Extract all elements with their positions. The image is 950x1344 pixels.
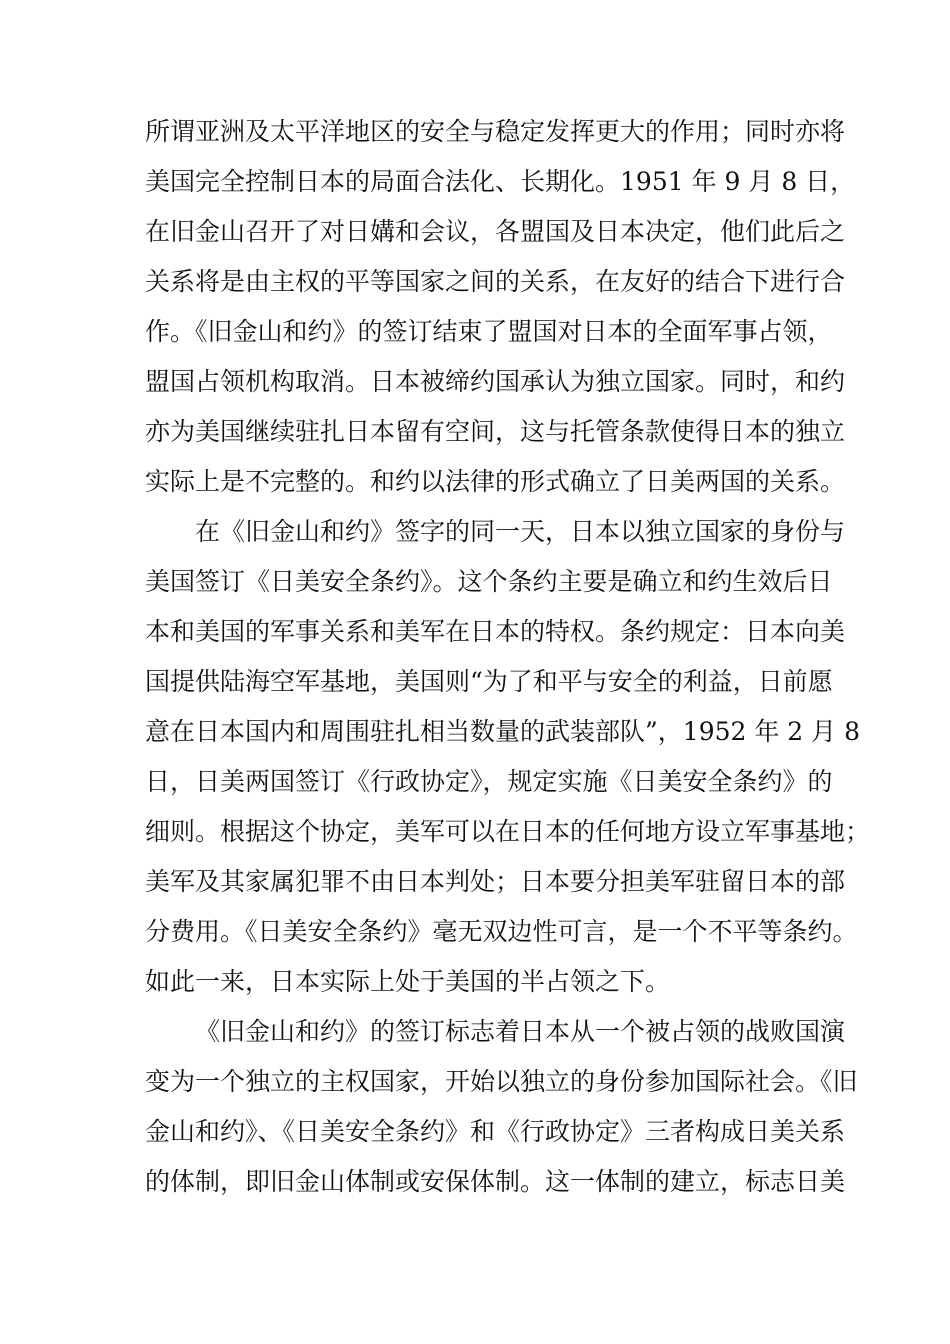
text-line: 所谓亚洲及太平洋地区的安全与稳定发挥更大的作用；同时亦将: [145, 117, 846, 146]
text-line: 细则。根据这个协定，美军可以在日本的任何地方设立军事基地；: [145, 817, 871, 846]
text-line: 关系将是由主权的平等国家之间的关系，在友好的结合下进行合: [145, 267, 846, 296]
text-line: 分费用。《日美安全条约》毫无双边性可言，是一个不平等条约。: [145, 917, 858, 946]
text-line: 在旧金山召开了对日媾和会议，各盟国及日本决定，他们此后之: [145, 217, 846, 246]
text-line: 金山和约》、《日美安全条约》和《行政协定》三者构成日美关系: [145, 1117, 846, 1146]
text-line: 作。《旧金山和约》的签订结束了盟国对日本的全面军事占领，: [145, 317, 833, 346]
text-line: 美国完全控制日本的局面合法化、长期化。1951 年 9 月 8 日，: [145, 167, 856, 196]
text-line: 国提供陆海空军基地，美国则“为了和平与安全的利益，日前愿: [145, 667, 833, 696]
text-line: 如此一来，日本实际上处于美国的半占领之下。: [145, 967, 671, 996]
text-line: 意在日本国内和周围驻扎相当数量的武装部队”，1952 年 2 月 8: [145, 717, 861, 746]
text-line: 变为一个独立的主权国家，开始以独立的身份参加国际社会。《旧: [145, 1067, 858, 1096]
text-line: 亦为美国继续驻扎日本留有空间，这与托管条款使得日本的独立: [145, 417, 846, 446]
paragraph-first-line: 在《旧金山和约》签字的同一天，日本以独立国家的身份与: [195, 517, 846, 546]
text-line: 美军及其家属犯罪不由日本判处；日本要分担美军驻留日本的部: [145, 867, 846, 896]
text-line: 盟国占领机构取消。日本被缔约国承认为独立国家。同时，和约: [145, 367, 846, 396]
text-line: 日，日美两国签订《行政协定》，规定实施《日美安全条约》的: [145, 767, 833, 796]
text-line: 本和美国的军事关系和美军在日本的特权。条约规定：日本向美: [145, 617, 846, 646]
text-line: 美国签订《日美安全条约》。这个条约主要是确立和约生效后日: [145, 567, 833, 596]
text-line: 的体制，即旧金山体制或安保体制。这一体制的建立，标志日美: [145, 1167, 846, 1196]
text-line: 实际上是不完整的。和约以法律的形式确立了日美两国的关系。: [145, 467, 846, 496]
paragraph-first-line: 《旧金山和约》的签订标志着日本从一个被占领的战败国演: [195, 1017, 846, 1046]
